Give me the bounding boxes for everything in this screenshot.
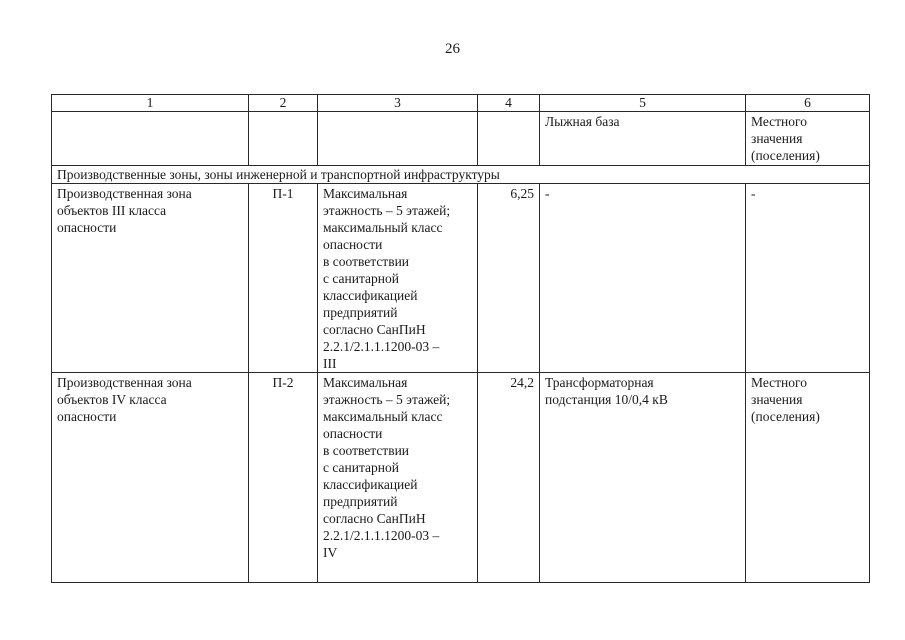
- column-number: 6: [746, 95, 870, 112]
- cell-code: [249, 112, 318, 166]
- cell-zone: [52, 112, 249, 166]
- continuation-row: [52, 112, 870, 166]
- cell-objects: -: [540, 184, 746, 373]
- cell-objects: Трансформаторная подстанция 10/0,4 кВ: [540, 373, 746, 583]
- cell-area: 24,2: [478, 373, 540, 583]
- cell-code: П-1: [249, 184, 318, 373]
- cell-params: Максимальная этажность – 5 этажей; максимальный класс опасности в соответствии с санитарной классификацией предприятий согласно СанПиН 2.2.1/2.1.1.1200-03 – IV: [318, 373, 478, 583]
- column-number: 1: [52, 95, 249, 112]
- column-number: 2: [249, 95, 318, 112]
- cell-code: П-2: [249, 373, 318, 583]
- cell-params: [318, 112, 478, 166]
- zones-table: [51, 94, 870, 583]
- table-row: [52, 373, 870, 583]
- column-number: 5: [540, 95, 746, 112]
- cell-significance: -: [746, 184, 870, 373]
- page-number: 26: [445, 41, 460, 57]
- cell-area: [478, 112, 540, 166]
- column-number: 4: [478, 95, 540, 112]
- section-row: [52, 166, 870, 184]
- cell-significance: Местного значения (поселения): [746, 373, 870, 583]
- section-title: Производственные зоны, зоны инженерной и транспортной инфраструктуры: [52, 166, 870, 184]
- column-number: 3: [318, 95, 478, 112]
- cell-area: 6,25: [478, 184, 540, 373]
- cell-significance: Местного значения (поселения): [746, 112, 870, 166]
- table-row: [52, 184, 870, 373]
- cell-params: Максимальная этажность – 5 этажей; максимальный класс опасности в соответствии с санитарной классификацией предприятий согласно СанПиН 2.2.1/2.1.1.1200-03 – III: [318, 184, 478, 373]
- column-number-row: [52, 95, 870, 112]
- cell-objects: Лыжная база: [540, 112, 746, 166]
- cell-zone: Производственная зона объектов III класса опасности: [52, 184, 249, 373]
- cell-zone: Производственная зона объектов IV класса опасности: [52, 373, 249, 583]
